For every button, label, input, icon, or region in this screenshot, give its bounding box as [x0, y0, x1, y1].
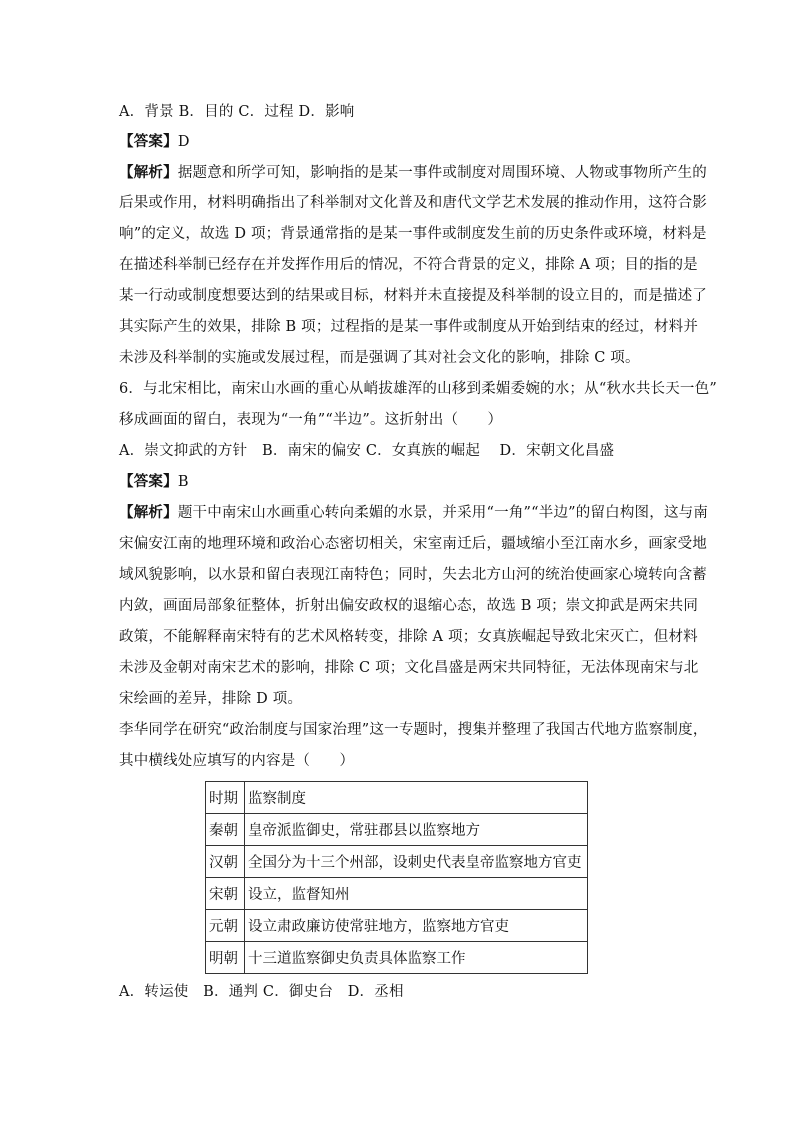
supervision-table	[205, 781, 588, 974]
answer-value: B	[177, 474, 189, 490]
table-row	[206, 846, 588, 878]
q5-analysis-line-5: 某一行动或制度想要达到的结果或目标，材料并未直接提及科举制的设立目的，而是描述了	[119, 288, 707, 304]
q5-analysis-line-1	[119, 162, 708, 184]
q5-analysis-line-2: 后果或作用，材料明确指出了科举制对文化普及和唐代文学艺术发展的推动作用，这符合影	[119, 195, 707, 211]
q6-answer	[119, 471, 679, 493]
table-cell-system: 十三道监察御史负责具体监察工作	[245, 942, 588, 974]
answer-value: D	[177, 134, 190, 150]
table-row	[206, 782, 588, 814]
table-cell-period: 汉朝	[206, 846, 245, 878]
q6-analysis-line-1	[119, 502, 709, 524]
table-cell-system: 全国分为十三个州部，设刺史代表皇帝监察地方官吏	[245, 846, 588, 878]
table-cell-system: 皇帝派监御史，常驻郡县以监察地方	[245, 814, 588, 846]
answer-tag: 【答案】	[119, 473, 178, 490]
table-cell-period: 秦朝	[206, 814, 245, 846]
table-cell-period: 元朝	[206, 910, 245, 942]
table-row	[206, 942, 588, 974]
table-cell-period: 时期	[206, 782, 245, 814]
table-row	[206, 814, 588, 846]
analysis-tag: 【解析】	[119, 164, 178, 181]
q6-analysis-line-4: 内敛，画面局部象征整体，折射出偏安政权的退缩心态，故选 B 项；崇文抑武是两宋共同	[119, 598, 699, 614]
table-cell-period: 明朝	[206, 942, 245, 974]
q5-options: A．背景 B．目的 C．过程 D．影响	[119, 104, 355, 120]
analysis-text: 题干中南宋山水画重心转向柔媚的水景，并采用“一角”“半边”的留白构图，这与南	[177, 505, 709, 521]
q7-options: A．转运使 B．通判 C．御史台 D．丞相	[119, 984, 404, 1000]
q6-analysis-line-3: 域风貌影响，以水景和留白表现江南特色；同时，失去北方山河的统治使画家心境转向含蓄	[119, 567, 707, 583]
q6-stem-line-1: 6．与北宋相比，南宋山水画的重心从峭拔雄浑的山移到柔媚委婉的水；从“秋水共长天一色”	[119, 381, 717, 397]
q6-stem-line-2: 移成画面的留白，表现为“一角”“半边”。这折射出（ ）	[119, 412, 503, 428]
table-row	[206, 878, 588, 910]
q6-analysis-line-5: 政策，不能解释南宋特有的艺术风格转变，排除 A 项；女真族崛起导致北宋灭亡，但材料	[119, 629, 698, 645]
answer-tag: 【答案】	[119, 133, 178, 150]
analysis-text: 据题意和所学可知，影响指的是某一事件或制度对周围环境、人物或事物所产生的	[177, 165, 708, 181]
q6-options: A．崇文抑武的方针 B．南宋的偏安 C．女真族的崛起 D．宋朝文化昌盛	[119, 443, 615, 459]
table-row	[206, 910, 588, 942]
q6-analysis-line-7: 宋绘画的差异，排除 D 项。	[119, 691, 303, 707]
q7-stem-line-1: 李华同学在研究“政治制度与国家治理”这一专题时，搜集并整理了我国古代地方监察制度，	[119, 722, 708, 738]
table-cell-period: 宋朝	[206, 878, 245, 910]
q5-analysis-line-3: 响”的定义，故选 D 项；背景通常指的是某一事件或制度发生前的历史条件或环境，材料是	[119, 226, 707, 242]
q5-analysis-line-6: 其实际产生的效果，排除 B 项；过程指的是某一事件或制度从开始到结束的经过，材料并	[119, 319, 699, 335]
table-cell-system: 监察制度	[245, 782, 588, 814]
q5-analysis-line-4: 在描述科举制已经存在并发挥作用后的情况，不符合背景的定义，排除 A 项；目的指的是	[119, 257, 698, 273]
q6-analysis-line-6: 未涉及金朝对南宋艺术的影响，排除 C 项；文化昌盛是两宋共同特征，无法体现南宋与北	[119, 660, 699, 676]
q5-analysis-line-7: 未涉及科举制的实施或发展过程，而是强调了其对社会文化的影响，排除 C 项。	[119, 350, 640, 366]
q6-analysis-line-2: 宋偏安江南的地理环境和政治心态密切相关，宋室南迁后，疆域缩小至江南水乡，画家受地	[119, 536, 707, 552]
analysis-tag: 【解析】	[119, 504, 178, 521]
table-cell-system: 设立肃政廉访使常驻地方，监察地方官吏	[245, 910, 588, 942]
q7-stem-line-2: 其中横线处应填写的内容是（ ）	[119, 753, 355, 769]
table-cell-system: 设立，监督知州	[245, 878, 588, 910]
q5-answer	[119, 131, 679, 153]
